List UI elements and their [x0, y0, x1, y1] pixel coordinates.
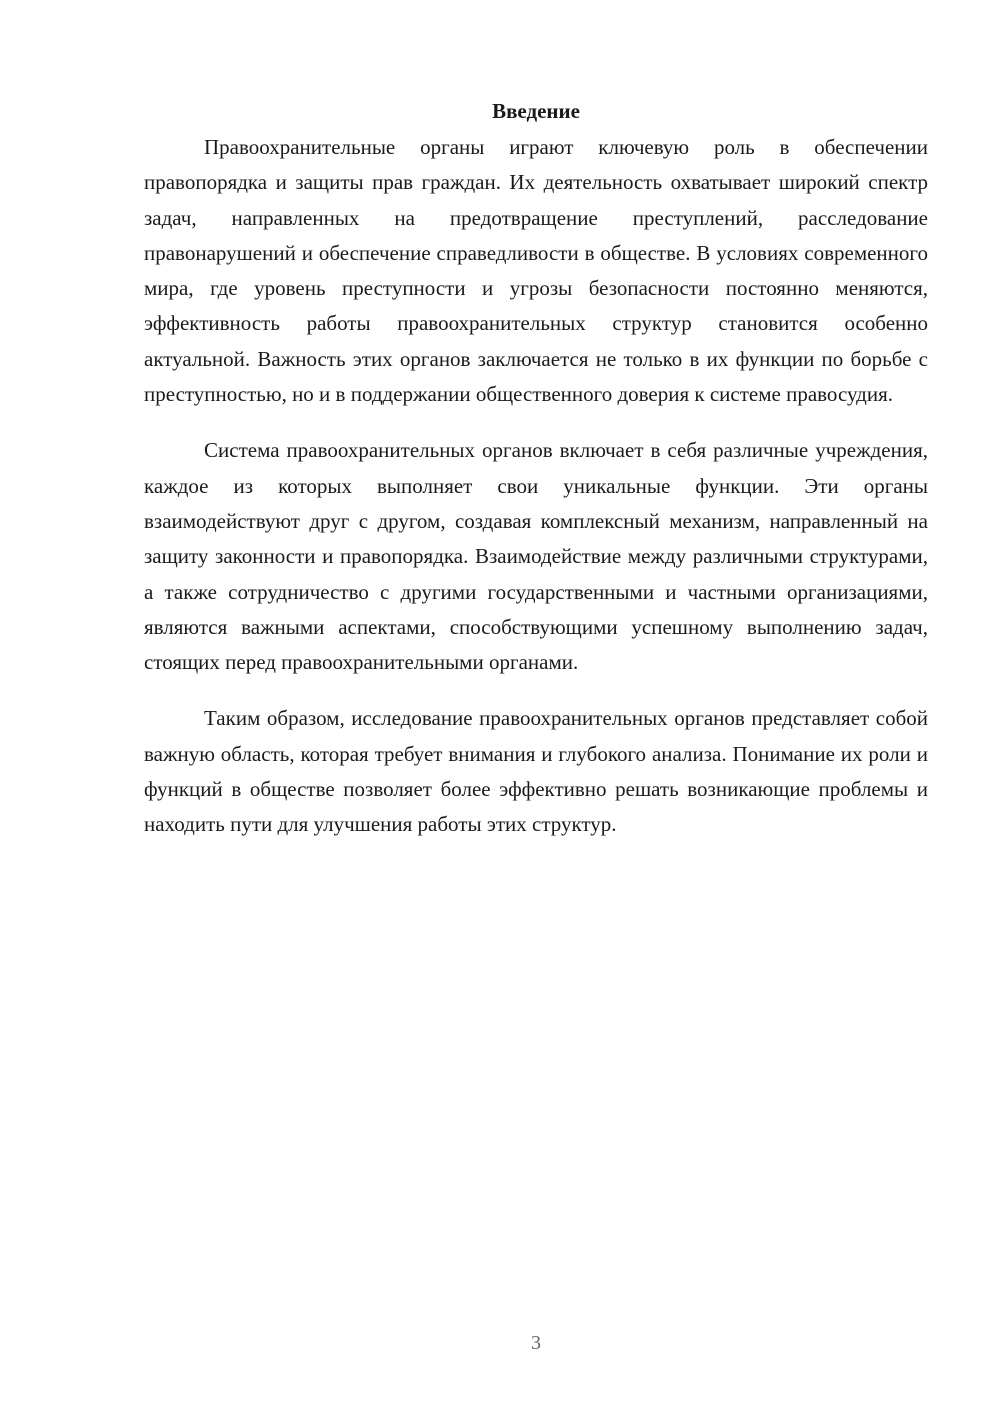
section-heading: Введение [492, 99, 580, 123]
page-body [144, 92, 928, 843]
page-number: 3 [531, 1332, 541, 1354]
paragraph-2: Система правоохранительных органов включает в себя различные учреждения, каждое из которых выполняет свои уникальные функции. Эти органы взаимодействуют друг с другом, создавая комплексный механизм, направленный на защиту законности и правопорядка. Взаимодействие между различными структурами, а также сотрудничество с другими государственными и частными организациями, являются важными аспектами, способствующими успешному выполнению задач, стоящих перед правоохранительными органами. [144, 438, 928, 675]
paragraph-1: Правоохранительные органы играют ключевую роль в обеспечении правопорядка и защиты прав граждан. Их деятельность охватывает широкий спектр задач, направленных на предотвращение преступлений, расследование правонарушений и обеспечение справедливости в обществе. В условиях современного мира, где уровень преступности и угрозы безопасности постоянно меняются, эффективность работы правоохранительных структур становится особенно актуальной. Важность этих органов заключается не только в их функции по борьбе с преступностью, но и в поддержании общественного доверия к системе правосудия. [144, 135, 928, 407]
paragraph-3: Таким образом, исследование правоохранительных органов представляет собой важную область, которая требует внимания и глубокого анализа. Понимание их роли и функций в обществе позволяет более эффективно решать возникающие проблемы и находить пути для улучшения работы этих структур. [144, 706, 928, 837]
